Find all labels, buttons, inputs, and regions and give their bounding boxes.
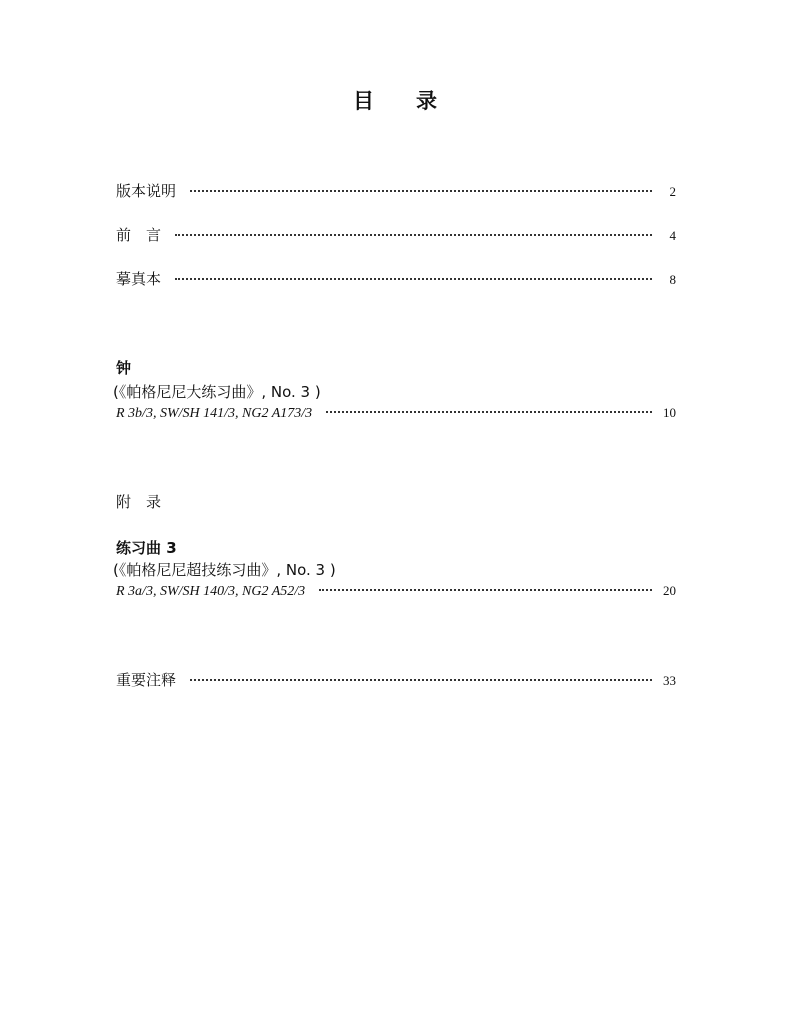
toc-page-number: 4 xyxy=(669,228,676,243)
toc-entry-label: 前 言 xyxy=(116,226,162,244)
toc-entry-facsimile[interactable] xyxy=(116,269,676,290)
toc-page-number: 10 xyxy=(663,405,676,420)
toc-page-number: 33 xyxy=(663,673,676,688)
toc-page-number: 8 xyxy=(669,272,676,287)
toc-entry-appendix[interactable] xyxy=(116,581,676,602)
dot-leader xyxy=(326,411,652,413)
toc-entry-piece[interactable] xyxy=(116,403,676,424)
toc-entry-edition-notes[interactable] xyxy=(116,181,676,202)
dot-leader xyxy=(190,190,652,192)
appendix-catalog-numbers: R 3a/3, SW/SH 140/3, NG2 A52/3 xyxy=(116,584,306,599)
appendix-label: 附 录 xyxy=(116,493,162,511)
toc-entry-important-notes[interactable] xyxy=(116,670,676,691)
toc-entry-preface[interactable] xyxy=(116,225,676,246)
toc-page-number: 2 xyxy=(669,184,676,199)
dot-leader xyxy=(175,278,652,280)
dot-leader xyxy=(175,234,652,236)
toc-entry-label: 版本说明 xyxy=(116,182,177,200)
toc-entry-label: 重要注释 xyxy=(116,671,177,689)
toc-page-number: 20 xyxy=(663,583,676,598)
piece-subtitle: (《帕格尼尼大练习曲》, No. 3 ) xyxy=(113,383,321,401)
piece-heading: 钟 xyxy=(116,359,132,377)
dot-leader xyxy=(319,589,652,591)
piece-catalog-numbers: R 3b/3, SW/SH 141/3, NG2 A173/3 xyxy=(116,406,313,421)
appendix-subtitle: (《帕格尼尼超技练习曲》, No. 3 ) xyxy=(113,561,336,579)
page-title: 目 录 xyxy=(353,89,437,113)
appendix-heading: 练习曲 3 xyxy=(116,539,177,557)
toc-entry-label: 摹真本 xyxy=(116,270,162,288)
dot-leader xyxy=(190,679,652,681)
